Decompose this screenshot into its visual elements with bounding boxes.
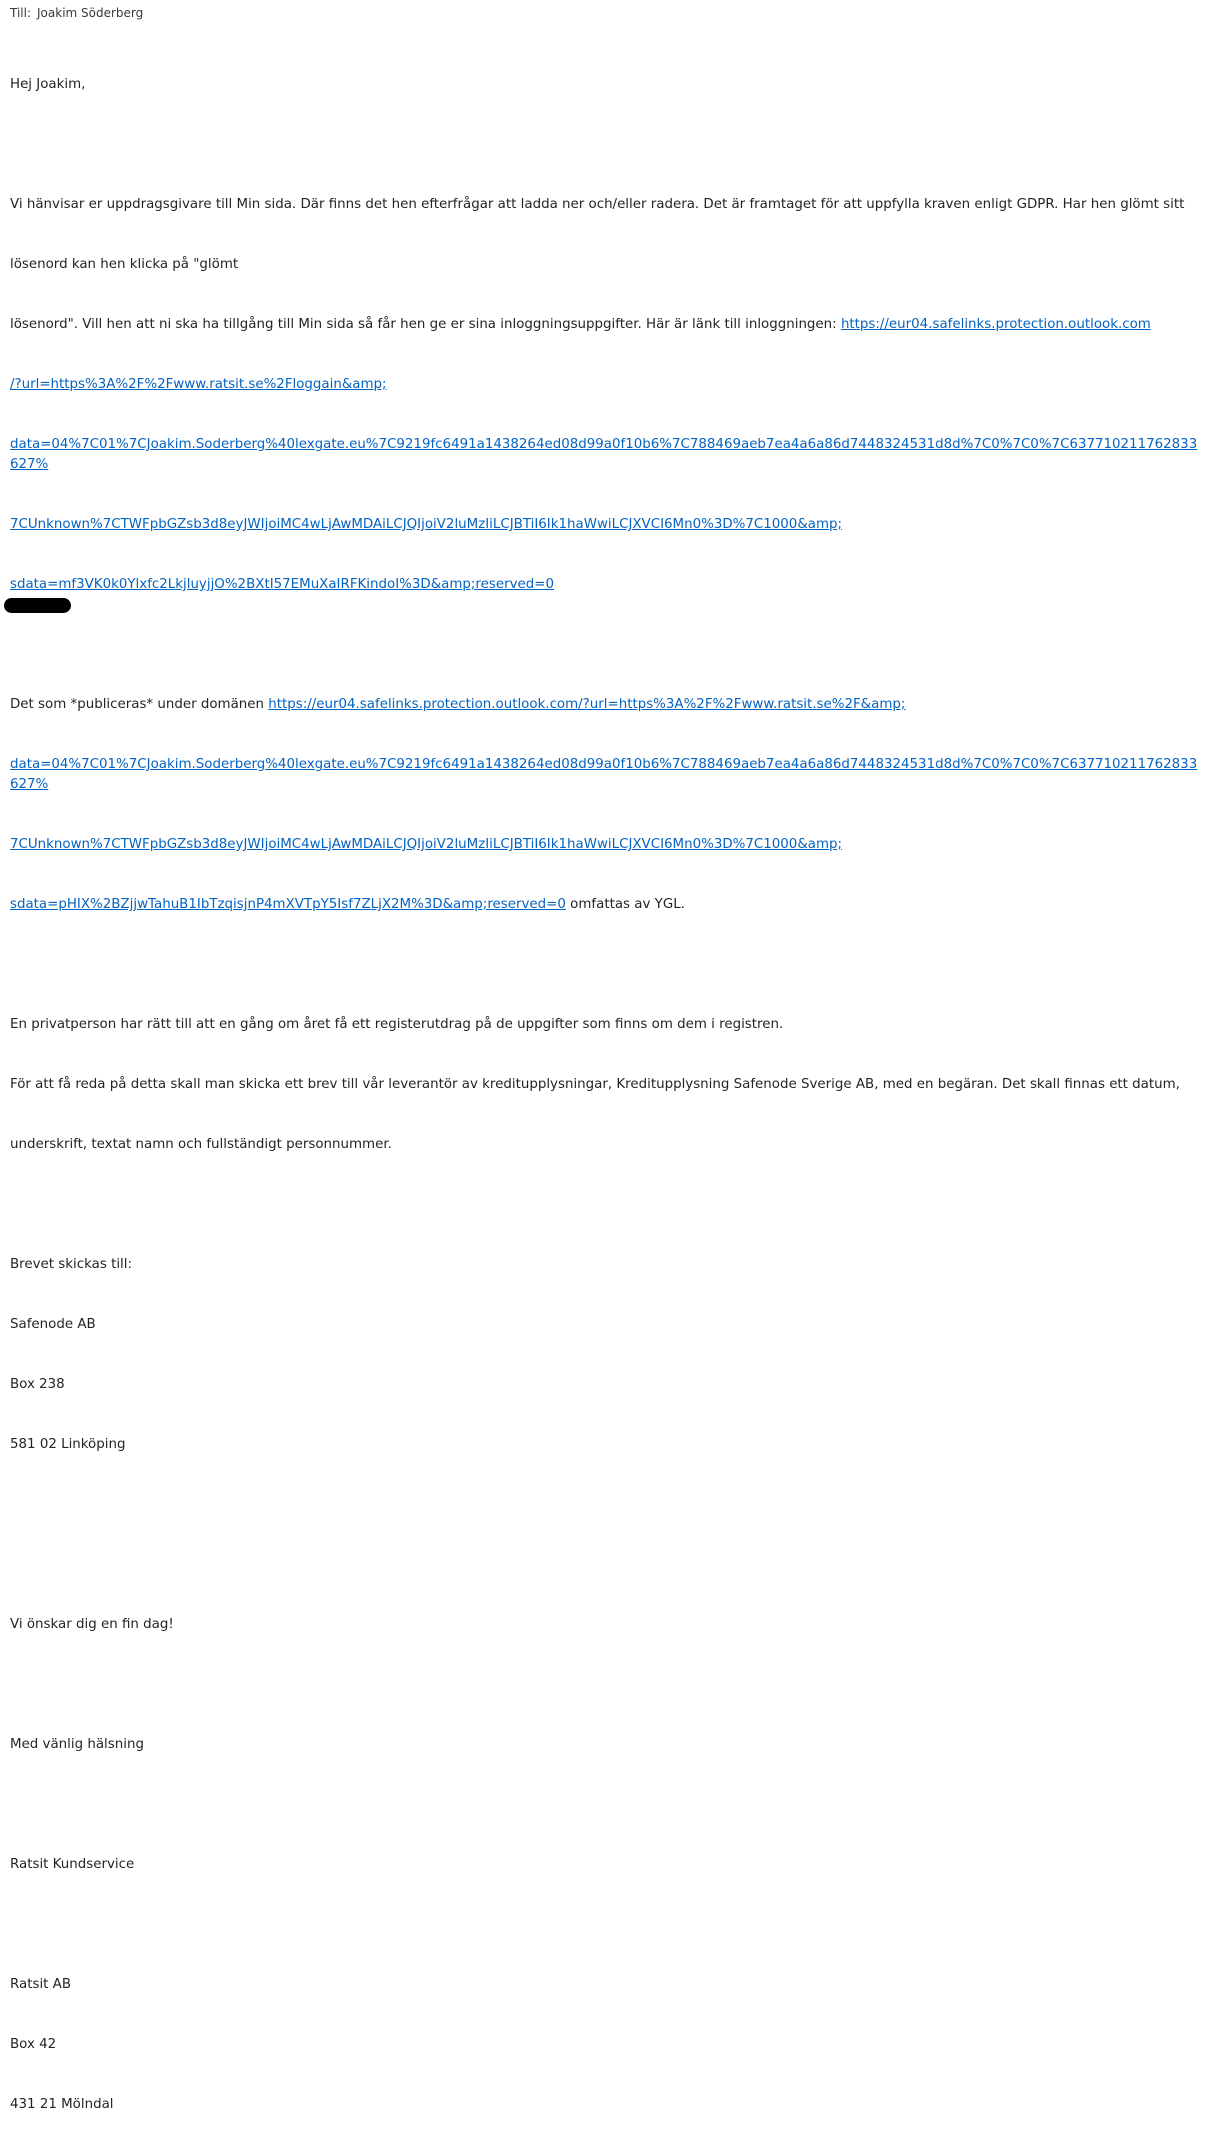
login-link[interactable]: https://eur04.safelinks.protection.outlook.com: [840, 317, 1151, 332]
closing-line: Med vänlig hälsning: [10, 1737, 144, 1752]
signature-box: Box 42: [10, 2037, 57, 2052]
blank-line: [10, 1555, 1205, 1575]
greeting: Hej Joakim,: [10, 77, 86, 92]
blank-line: [10, 1915, 1205, 1935]
email-body: [10, 35, 1205, 2135]
signature-team: Ratsit Kundservice: [10, 1857, 135, 1872]
address-line: Box 238: [10, 1377, 65, 1392]
address-line: 581 02 Linköping: [10, 1437, 126, 1452]
blank-line: [10, 135, 1205, 155]
wish-line: Vi önskar dig en fin dag!: [10, 1617, 174, 1632]
link-line: [10, 435, 1205, 475]
paragraph-text: Det som *publiceras* under domänen: [10, 697, 269, 712]
recipient-line: [10, 5, 143, 21]
login-link[interactable]: 7CUnknown%7CTWFpbGZsb3d8eyJWIjoiMC4wLjAwMDAiLCJQIjoiV2luMzIiLCJBTiI6Ik1haWwiLCJXVCI6Mn0%3D%7C1000&amp;: [10, 517, 843, 532]
domain-link[interactable]: data=04%7C01%7CJoakim.Soderberg%40lexgate.eu%7C9219fc6491a1438264ed08d99a0f10b6%7C788469aeb7ea4a6a86d7448324531d8d%7C0%7C0%7C637710211762833627%: [10, 757, 1198, 792]
blank-line: [10, 1675, 1205, 1695]
domain-link[interactable]: 7CUnknown%7CTWFpbGZsb3d8eyJWIjoiMC4wLjAwMDAiLCJQIjoiV2luMzIiLCJBTiI6Ik1haWwiLCJXVCI6Mn0%3D%7C1000&amp;: [10, 837, 843, 852]
signature-city: 431 21 Mölndal: [10, 2097, 114, 2112]
recipient-name[interactable]: Joakim Söderberg: [37, 6, 144, 20]
paragraph-line: lösenord kan hen klicka på "glömt: [10, 257, 239, 272]
paragraph-text: omfattas av YGL.: [565, 897, 685, 912]
link-line: [10, 375, 1205, 395]
link-line: [10, 835, 1205, 855]
blank-line: [10, 1495, 1205, 1515]
blank-line: [10, 955, 1205, 975]
address-intro: Brevet skickas till:: [10, 1257, 132, 1272]
login-link[interactable]: /?url=https%3A%2F%2Fwww.ratsit.se%2Floggain&amp;: [10, 377, 387, 392]
link-line: [10, 755, 1205, 795]
domain-link[interactable]: https://eur04.safelinks.protection.outlook.com/?url=https%3A%2F%2Fwww.ratsit.se%2F&amp;: [268, 697, 906, 712]
paragraph-line: underskrift, textat namn och fullständigt personnummer.: [10, 1137, 392, 1152]
link-line: [10, 895, 1205, 915]
paragraph-line: För att få reda på detta skall man skicka ett brev till vår leverantör av kreditupplysningar, Kreditupplysning Safenode Sverige AB, med en begäran. Det skall finnas ett datum,: [10, 1077, 1180, 1092]
domain-link[interactable]: sdata=pHIX%2BZjjwTahuB1IbTzqisjnP4mXVTpY5Isf7ZLjX2M%3D&amp;reserved=0: [10, 897, 566, 912]
signature-redacted-line: [10, 1795, 1205, 1815]
paragraph-line: [10, 695, 1205, 715]
paragraph-line: [10, 315, 1205, 335]
blank-line: [10, 635, 1205, 655]
to-label: Till:: [10, 6, 32, 20]
paragraph-text: lösenord". Vill hen att ni ska ha tillgång till Min sida så får hen ge er sina inloggningsuppgifter. Här är länk till inloggningen:: [10, 317, 841, 332]
link-line: [10, 575, 1205, 595]
paragraph-line: Vi hänvisar er uppdragsgivare till Min sida. Där finns det hen efterfrågar att ladda ner och/eller radera. Det är framtaget för att uppfylla kraven enligt GDPR. Har hen glömt sitt: [10, 197, 1185, 212]
blank-line: [10, 1195, 1205, 1215]
link-line: [10, 515, 1205, 535]
address-line: Safenode AB: [10, 1317, 96, 1332]
redacted-name-block: [4, 598, 71, 613]
signature-company: Ratsit AB: [10, 1977, 72, 1992]
paragraph-line: En privatperson har rätt till att en gång om året få ett registerutdrag på de uppgifter som finns om dem i registren.: [10, 1017, 784, 1032]
login-link[interactable]: data=04%7C01%7CJoakim.Soderberg%40lexgate.eu%7C9219fc6491a1438264ed08d99a0f10b6%7C788469aeb7ea4a6a86d7448324531d8d%7C0%7C0%7C637710211762833627%: [10, 437, 1198, 472]
login-link[interactable]: sdata=mf3VK0k0Ylxfc2LkjluyjjO%2BXtI57EMuXaIRFKindoI%3D&amp;reserved=0: [10, 577, 554, 592]
